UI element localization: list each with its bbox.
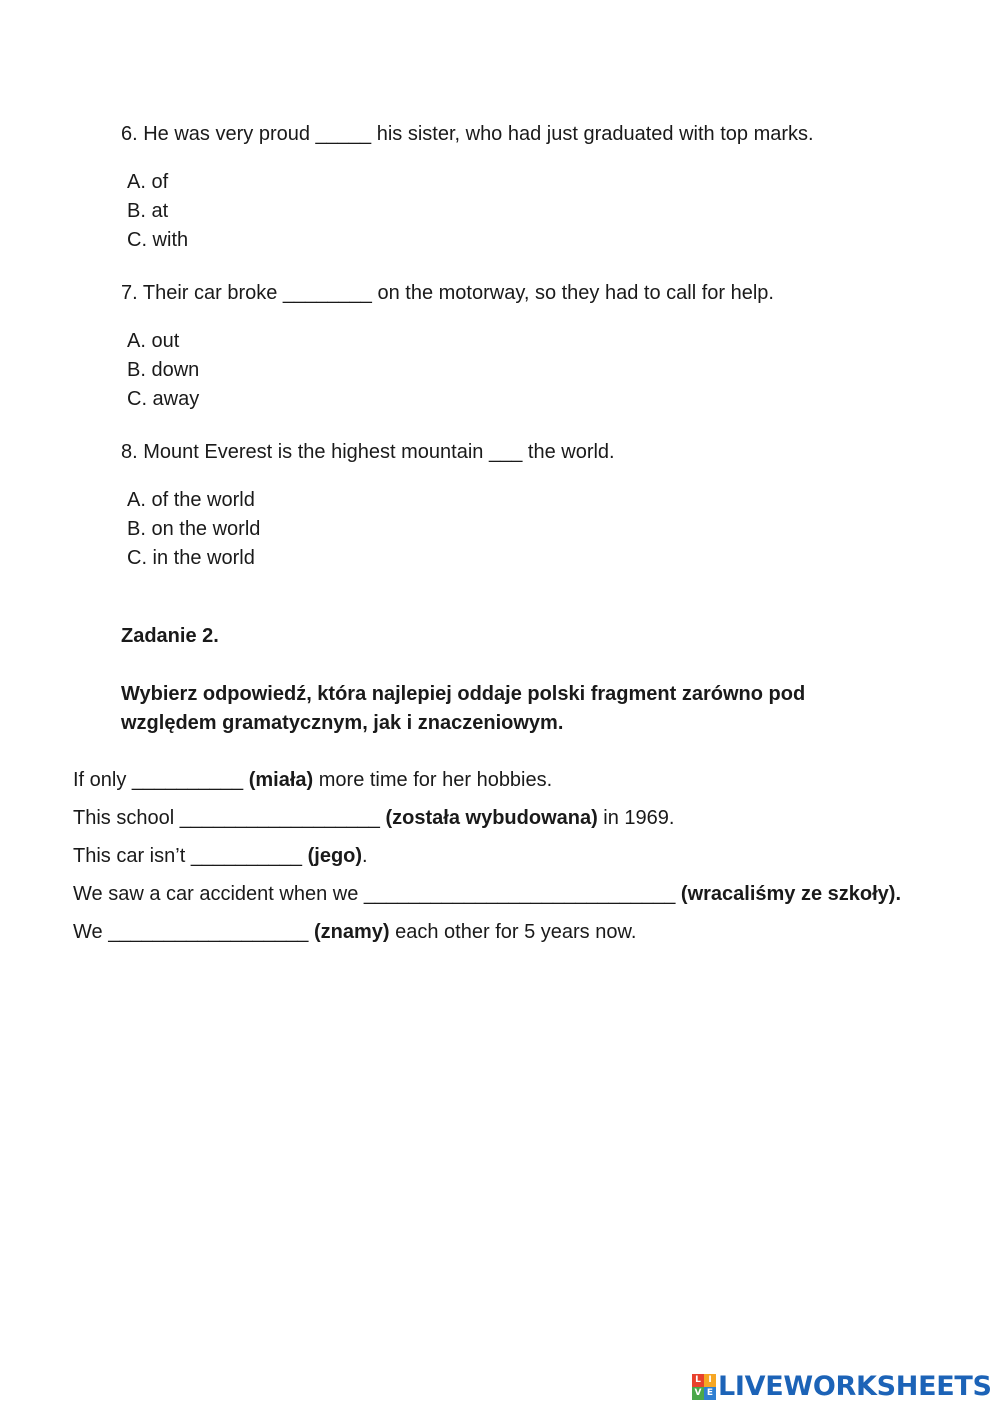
question-8-option-a[interactable]: A. of the world [127,489,255,511]
sentence-3 [73,837,903,875]
logo-mark-e: E [704,1387,716,1400]
task-2-sentences [73,761,903,951]
logo-mark-i: I [704,1374,716,1387]
task-2-instruction: Wybierz odpowiedź, która najlepiej oddaje polski fragment zarówno pod względem gramatycznym, jak i znaczeniowym. [121,683,806,734]
question-6-option-a[interactable]: A. of [127,171,169,193]
sentence-5-blank[interactable]: __________________ [108,921,309,943]
task-2-title: Zadanie 2. [121,625,219,647]
sentence-4-before: We saw a car accident when we [73,883,364,905]
sentence-3-blank[interactable]: __________ [190,845,303,867]
question-7-option-a[interactable]: A. out [127,330,180,352]
sentence-4 [73,875,903,913]
question-8-option-b[interactable]: B. on the world [127,518,261,540]
sentence-2-hint: (została wybudowana) [385,807,598,829]
question-6-option-c[interactable]: C. with [127,229,189,251]
question-8-prompt: 8. Mount Everest is the highest mountain ___ the world. [121,441,615,463]
sentence-5-hint: (znamy) [313,921,390,943]
sentence-1 [73,761,903,799]
question-7-prompt: 7. Their car broke ________ on the motorway, so they had to call for help. [121,282,774,304]
sentence-4-hint: (wracaliśmy ze szkoły). [680,883,902,905]
sentence-2-blank[interactable]: __________________ [179,807,380,829]
question-6-option-b[interactable]: B. at [127,200,169,222]
sentence-2-before: This school [73,807,180,829]
question-8-option-c[interactable]: C. in the world [127,547,255,569]
sentence-2 [73,799,903,837]
sentence-3-after: . [362,845,368,867]
sentence-1-blank[interactable]: __________ [131,769,244,791]
sentence-1-before: If only [73,769,132,791]
question-8-options [127,486,260,573]
logo-mark-l: L [692,1374,704,1387]
sentence-2-after: in 1969. [597,807,675,829]
question-7-option-b[interactable]: B. down [127,359,200,381]
question-6-prompt: 6. He was very proud _____ his sister, who had just graduated with top marks. [121,123,814,145]
sentence-4-blank[interactable]: ____________________________ [363,883,676,905]
sentence-1-after: more time for her hobbies. [313,769,553,791]
sentence-3-before: This car isn’t [73,845,191,867]
sentence-5 [73,913,903,951]
liveworksheets-logo [692,1372,992,1402]
liveworksheets-logo-icon [692,1374,716,1400]
sentence-5-after: each other for 5 years now. [389,921,637,943]
sentence-5-before: We [73,921,109,943]
logo-mark-v: V [692,1387,704,1400]
liveworksheets-logo-text: LIVEWORKSHEETS [718,1371,992,1402]
question-6-options [127,168,188,255]
question-7-options [127,327,199,414]
question-7-option-c[interactable]: C. away [127,388,200,410]
sentence-1-hint: (miała) [248,769,314,791]
sentence-3-hint: (jego) [307,845,363,867]
